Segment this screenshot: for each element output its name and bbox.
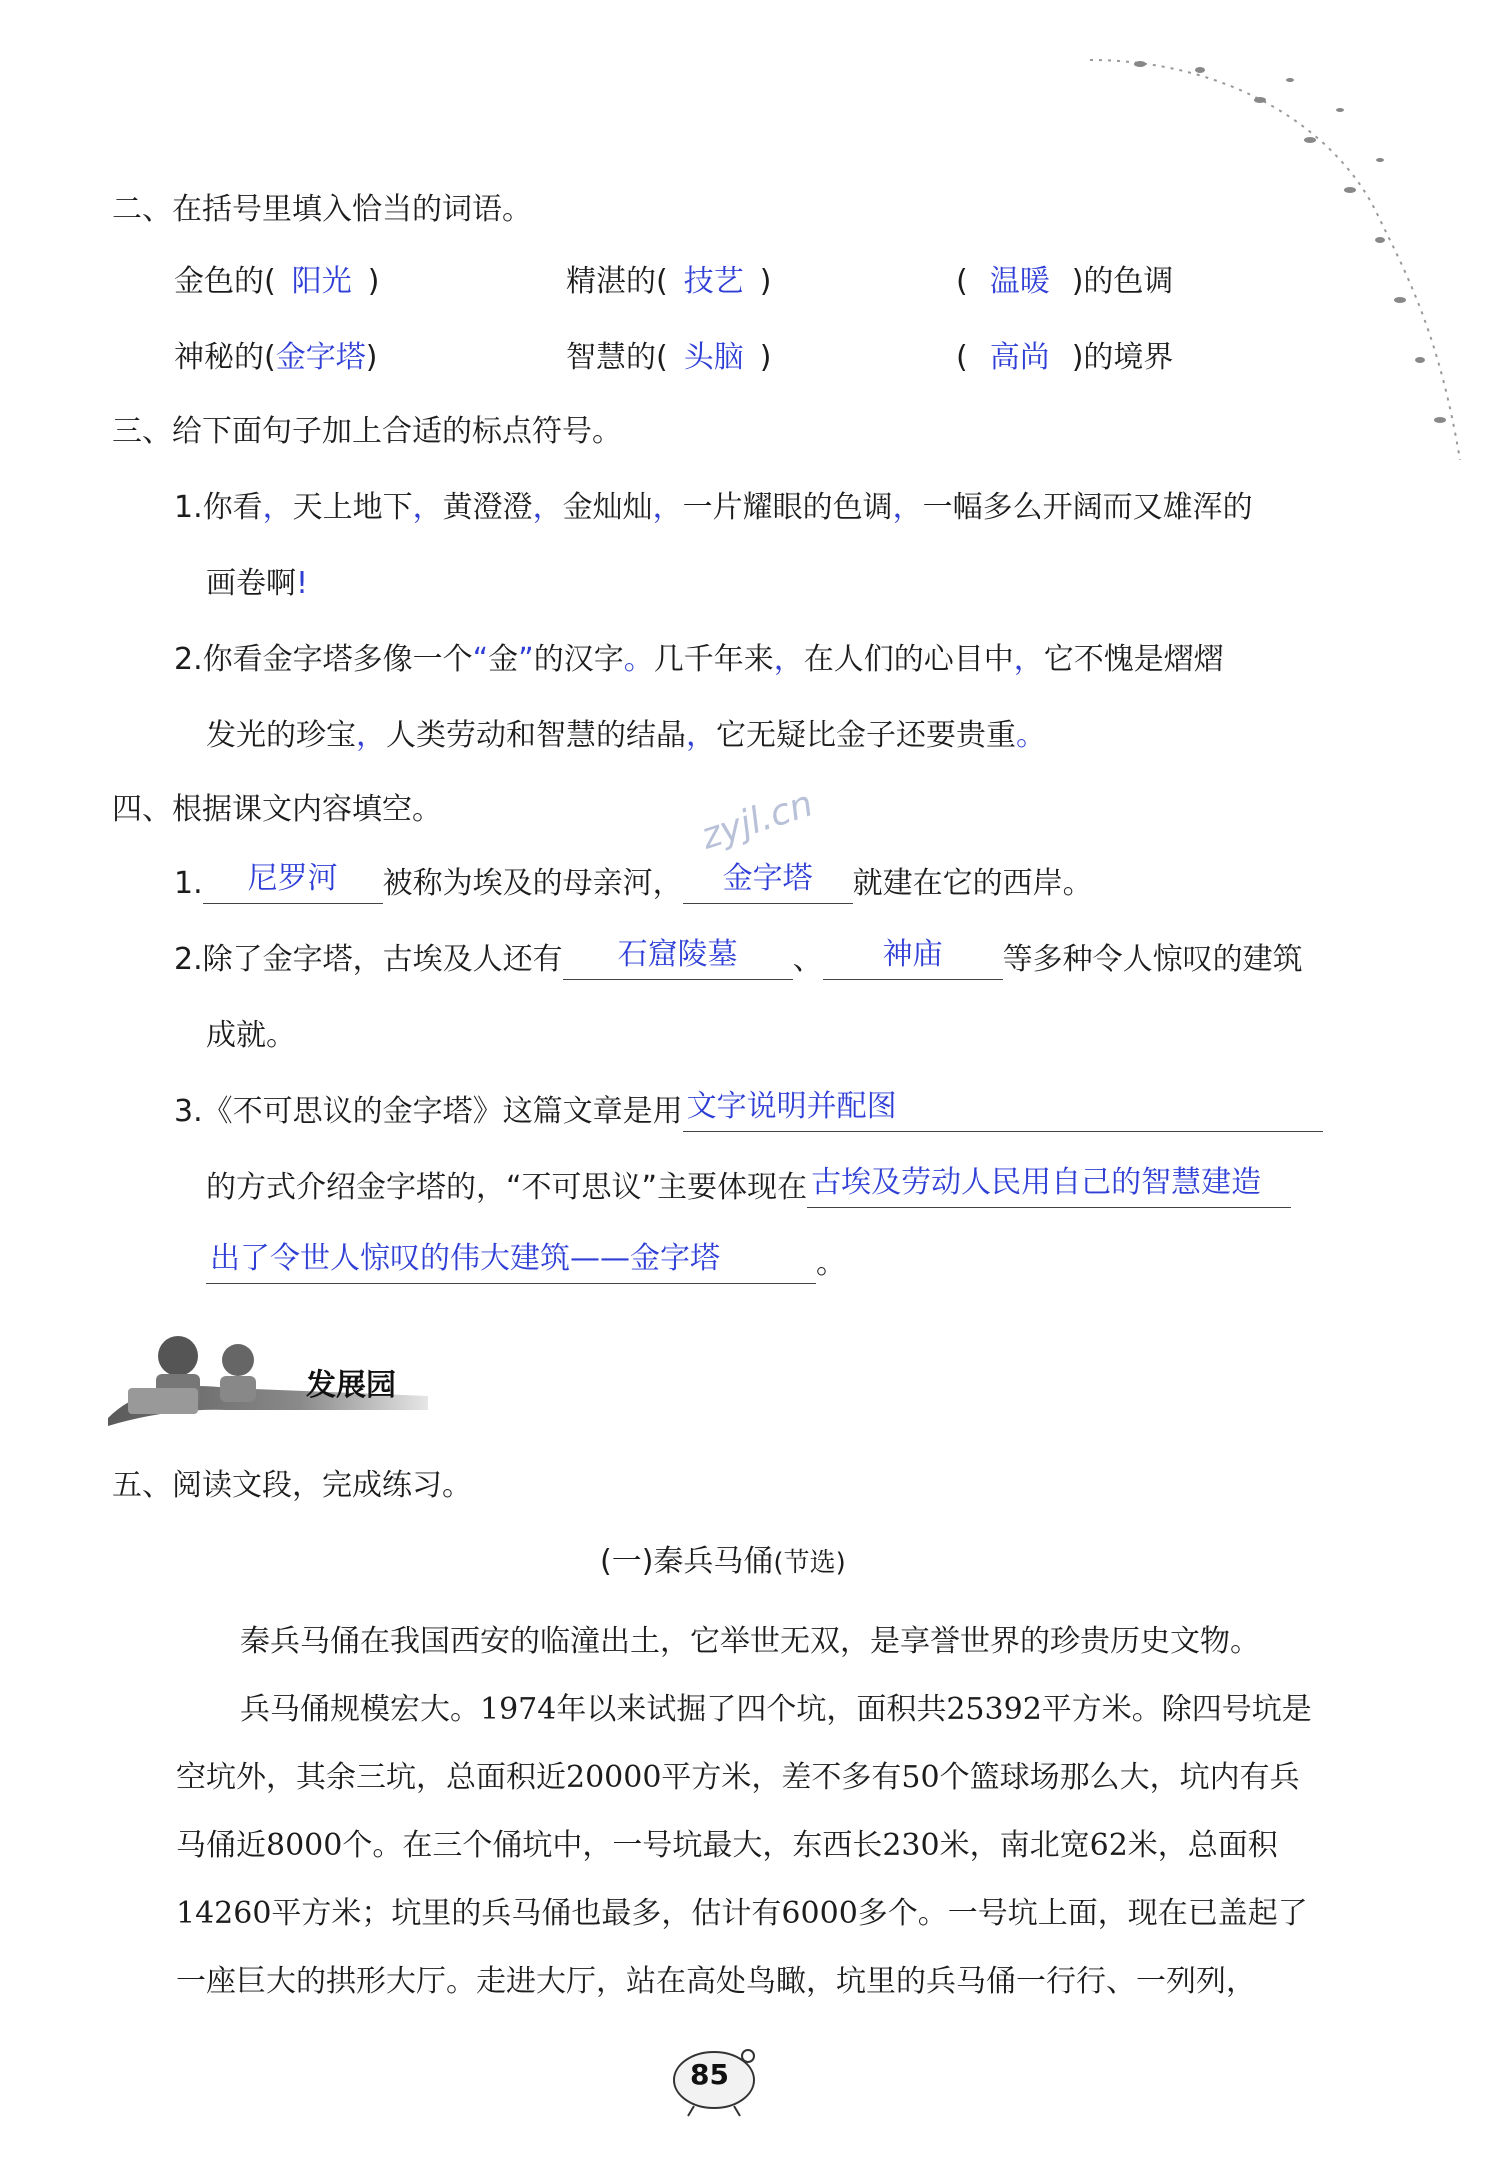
item-suffix: ) (759, 340, 772, 375)
punct-mark: ， (262, 490, 293, 525)
answer-field[interactable]: 技艺 (683, 264, 744, 299)
item-suffix: ) (367, 264, 380, 299)
answer-text: 古埃及劳动人民用自己的智慧建造 (811, 1165, 1262, 1200)
reading-line-4: 马俑近8000个。在三个俑坑中，一号坑最大，东西长230米，南北宽62米，总面积 (176, 1828, 1278, 1863)
answer-field[interactable]: 温暖 (989, 264, 1050, 299)
text-segment: 一幅多么开阔而又雄浑的 (922, 490, 1253, 525)
question-text: 等多种令人惊叹的建筑 (1002, 942, 1303, 977)
question-text: 。 (816, 1246, 846, 1281)
answer-field[interactable]: 阳光 (291, 264, 352, 299)
question-text: 就建在它的西岸。 (852, 866, 1093, 901)
watermark: zyjl.cn (696, 783, 818, 858)
text-segment: 几千年来 (653, 642, 774, 677)
answer-text: 出了令世人惊叹的伟大建筑——金字塔 (210, 1241, 720, 1276)
punct-mark: 。 (1016, 718, 1046, 753)
blank-1[interactable] (563, 937, 793, 980)
blank-1[interactable] (203, 861, 383, 904)
page-number: 85 (690, 2058, 729, 2091)
sentence-number: 1. (174, 490, 203, 525)
q4-1 (174, 861, 1093, 904)
punct-mark: ” (518, 642, 534, 677)
item-suffix: ) (759, 264, 772, 299)
question-number: 2. (174, 942, 203, 977)
text-segment: 发光的珍宝 (206, 718, 356, 753)
answer-field[interactable]: 金字塔 (275, 340, 366, 375)
sentence-2-line-1 (174, 640, 1224, 680)
text-segment: 一片耀眼的色调 (682, 490, 893, 525)
fill-item-3 (956, 262, 1173, 302)
punct-mark: “ (472, 642, 489, 677)
punct-mark: ， (1013, 642, 1044, 677)
item-prefix: 金色的( (174, 264, 276, 299)
punct-mark: ， (892, 490, 923, 525)
question-text: 、 (792, 942, 823, 977)
punct-mark: ， (686, 718, 716, 753)
section4-heading: 四、根据课文内容填空。 (112, 792, 442, 827)
blank-2[interactable] (807, 1165, 1291, 1208)
reading-line-5: 14260平方米；坑里的兵马俑也最多，估计有6000多个。一号坑上面，现在已盖起了 (176, 1896, 1308, 1931)
fill-item-2 (566, 262, 771, 302)
fill-item-1 (174, 262, 379, 302)
banner-title: 发展园 (306, 1368, 396, 1403)
fill-item-6 (956, 338, 1173, 378)
punct-mark: ， (773, 642, 804, 677)
q4-3-line-2 (206, 1165, 1291, 1208)
section2-heading: 二、在括号里填入恰当的词语。 (112, 192, 532, 227)
item-prefix: 精湛的( (566, 264, 668, 299)
question-text: 被称为埃及的母亲河， (382, 866, 683, 901)
text-segment: 它不愧是熠熠 (1043, 642, 1224, 677)
text-segment: 金 (488, 642, 519, 677)
question-text: 的方式介绍金字塔的，“不可思议”主要体现在 (206, 1170, 808, 1205)
reading-line-3: 空坑外，其余三坑，总面积近20000平方米，差不多有50个篮球场那么大，坑内有兵 (176, 1760, 1300, 1795)
item-prefix: 智慧的( (566, 340, 668, 375)
q4-3-line-3 (206, 1241, 846, 1284)
reading-line-2: 兵马俑规模宏大。1974年以来试掘了四个坑，面积共25392平方米。除四号坑是 (240, 1692, 1312, 1727)
question-text: 除了金字塔，古埃及人还有 (202, 942, 563, 977)
text-segment: 黄澄澄 (442, 490, 533, 525)
reading-line-1: 秦兵马俑在我国西安的临潼出土，它举世无双，是享誉世界的珍贵历史文物。 (240, 1624, 1260, 1659)
item-prefix: 神秘的( (174, 340, 276, 375)
text-segment: 它无疑比金子还要贵重 (716, 718, 1016, 753)
reading-line-6: 一座巨大的拱形大厅。走进大厅，站在高处鸟瞰，坑里的兵马俑一行行、一列列， (176, 1964, 1256, 1999)
q4-3 (174, 1089, 1323, 1132)
text-segment: 你看 (202, 490, 263, 525)
punct-mark: ! (296, 566, 309, 601)
reading-title-sub: (节选) (773, 1548, 846, 1578)
blank-2[interactable] (683, 861, 853, 904)
answer-field[interactable]: 头脑 (683, 340, 744, 375)
corner-leaf-decoration (1080, 40, 1480, 480)
blank-2[interactable] (823, 937, 1003, 980)
fill-item-5 (566, 338, 771, 378)
text-segment: 天上地下 (292, 490, 413, 525)
item-suffix: )的色调 (1071, 264, 1174, 299)
text-segment: 的汉字 (533, 642, 624, 677)
q4-2 (174, 937, 1303, 980)
item-suffix: )的境界 (1071, 340, 1174, 375)
answer-text: 尼罗河 (247, 861, 338, 896)
answer-text: 神庙 (882, 937, 943, 972)
sentence-1-line-2 (206, 564, 308, 604)
section3-heading: 三、给下面句子加上合适的标点符号。 (112, 414, 622, 449)
blank-1[interactable] (683, 1089, 1323, 1132)
reading-title (600, 1542, 846, 1583)
q4-2-line-2: 成就。 (206, 1018, 296, 1053)
punct-mark: ， (412, 490, 443, 525)
text-segment: 在人们的心目中 (803, 642, 1014, 677)
punct-mark: ， (532, 490, 563, 525)
text-segment: 画卷啊 (206, 566, 296, 601)
question-number: 3. (174, 1094, 203, 1129)
punct-mark: ， (652, 490, 683, 525)
blank-2-continued[interactable] (206, 1241, 816, 1284)
section5-heading: 五、阅读文段，完成练习。 (112, 1468, 472, 1503)
item-prefix: ( (956, 340, 968, 375)
punct-mark: 。 (623, 642, 654, 677)
item-suffix: ) (365, 340, 378, 375)
question-number: 1. (174, 866, 203, 901)
answer-text: 金字塔 (722, 861, 813, 896)
fill-item-4 (174, 338, 377, 378)
answer-text: 石窟陵墓 (617, 937, 738, 972)
text-segment: 你看金字塔多像一个 (202, 642, 473, 677)
sentence-1-line-1 (174, 488, 1253, 528)
text-segment: 人类劳动和智慧的结晶 (386, 718, 686, 753)
answer-field[interactable]: 高尚 (989, 340, 1050, 375)
question-text: 《不可思议的金字塔》这篇文章是用 (202, 1094, 683, 1129)
reading-title-main: (一)秦兵马俑 (600, 1544, 774, 1579)
item-prefix: ( (956, 264, 968, 299)
sentence-number: 2. (174, 642, 203, 677)
punct-mark: ， (356, 718, 386, 753)
text-segment: 金灿灿 (562, 490, 653, 525)
answer-text: 文字说明并配图 (686, 1089, 897, 1124)
sentence-2-line-2 (206, 716, 1046, 756)
